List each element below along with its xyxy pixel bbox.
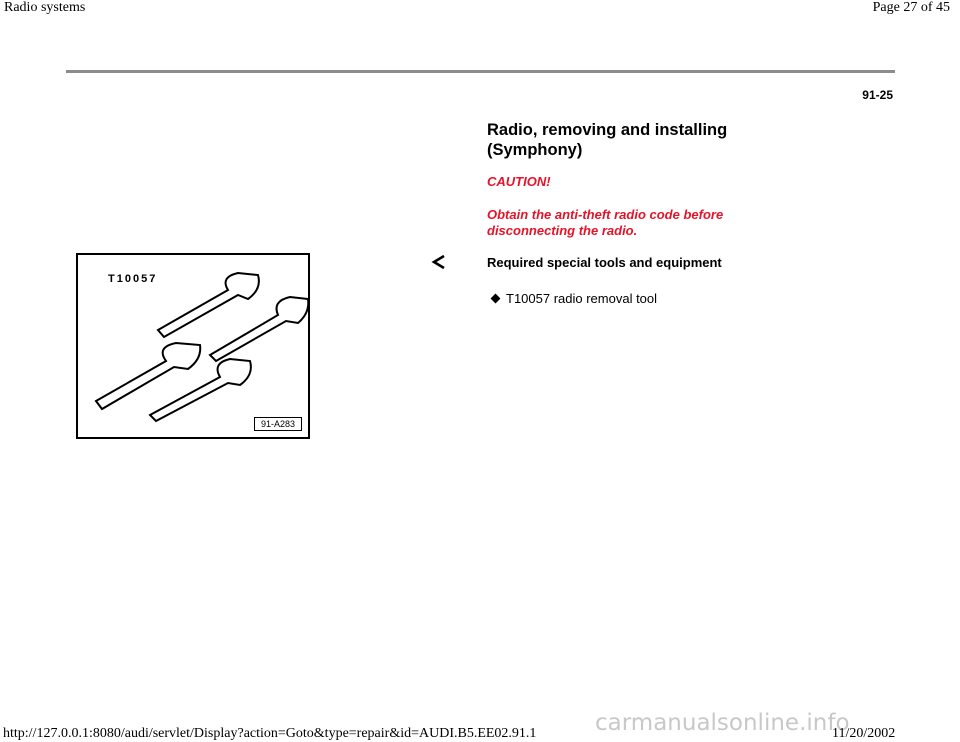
removal-keys-drawing [78, 255, 308, 437]
figure-tool-label: T10057 [108, 273, 158, 285]
tool-item-label: T10057 radio removal tool [506, 291, 658, 306]
figure-pointer-icon [431, 254, 447, 270]
page-number: 91-25 [862, 88, 893, 102]
caution-text: Obtain the anti-theft radio code before disconnecting the radio. [487, 207, 724, 238]
footer-date: 11/20/2002 [832, 726, 896, 741]
caution-label: CAUTION! [487, 174, 551, 189]
list-item [492, 291, 657, 306]
header-divider [66, 70, 895, 73]
tools-heading: Required special tools and equipment [487, 255, 722, 270]
tool-illustration [76, 253, 310, 439]
footer-url[interactable]: http://127.0.0.1:8080/audi/servlet/Display?action=Goto&type=repair&id=AUDI.B5.EE02.91.1 [3, 726, 537, 741]
figure-reference: 91-A283 [254, 417, 302, 431]
section-title: Radio, removing and installing (Symphony) [487, 121, 728, 159]
header-title: Radio systems [4, 0, 86, 15]
page-counter: Page 27 of 45 [872, 0, 950, 15]
watermark: carmanualsonline.info [595, 710, 850, 736]
bullet-diamond-icon [491, 294, 501, 304]
